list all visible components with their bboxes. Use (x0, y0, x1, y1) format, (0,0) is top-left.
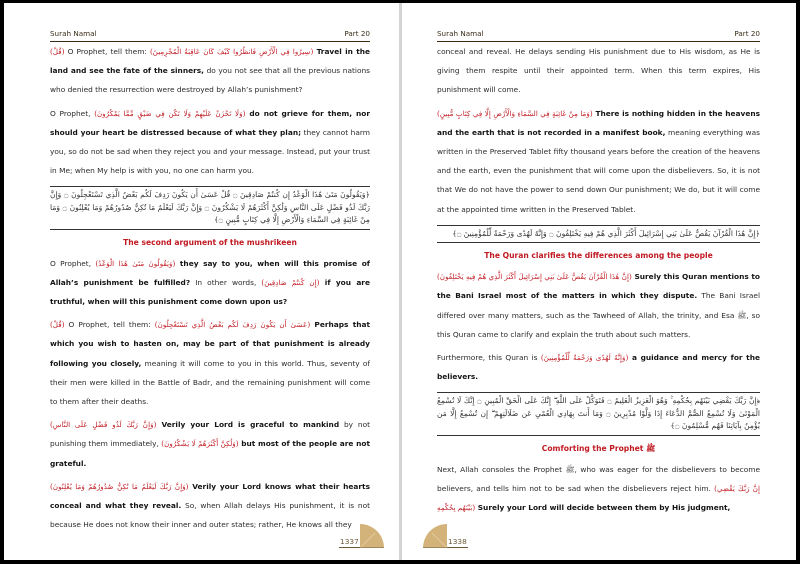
commentary-text: The Bani Israel differed over many matters, such as the Tawheed of Allah, the trinity, and Esa ﷺ, so this Quran came to clarify and explain the truth about such matters. (437, 291, 760, 339)
commentary-text: Next, Allah consoles the Prophet ﷺ, who was eager for the disbelievers to become believers, and tells him not to be sad when the disbelievers reject him. (437, 464, 760, 493)
part-label: Part 20 (734, 29, 760, 38)
arabic-quote: (وَلَا تَحْزَنْ عَلَيْهِمْ وَلَا تَكُن فِي ضَيْقٍ مِّمَّا يَمْكُرُونَ) (94, 108, 246, 118)
paragraph-group (437, 460, 760, 518)
body-paragraph (437, 42, 760, 100)
body-paragraph (437, 267, 760, 344)
quran-verse-box: ﴿إِنَّ هَٰذَا الْقُرْآنَ يَقُصُّ عَلَىٰ بَنِي إِسْرَائِيلَ أَكْثَرَ الَّذِي هُمْ فِيهِ يَخْتَلِفُونَ ۝ وَإِنَّهُ لَهُدًى وَرَحْمَةٌ لِّلْمُؤْمِنِينَ ۝﴾ (437, 225, 760, 243)
paragraph-group (50, 254, 370, 535)
arabic-quote: (وَإِنَّ رَبَّكَ لَيَعْلَمُ مَا تُكِنُّ صُدُورُهُمْ وَمَا يُعْلِنُونَ) (50, 481, 189, 491)
arabic-quote: (إِنَّ رَبَّكَ يَقْضِي بَيْنَهُم بِحُكْمِهِ) (437, 483, 761, 513)
translation-text: a guidance and mercy for the believers. (437, 353, 760, 382)
translation-text: Verily your Lord is graceful to mankind (156, 420, 340, 430)
section-heading: The second argument of the mushrikeen (123, 237, 297, 247)
commentary-text: meaning everything was written in the Preserved Tablet fifty thousand years before the creation of the heavens and the earth, even the punishment that will come upon the disbelievers. So, it is not that We do not have the power to send down Our punishment; We do, but it will come at the appointed time written in the Preserved Tablet. (437, 127, 760, 214)
arabic-quote: (وَيَقُولُونَ مَتَىٰ هَٰذَا الْوَعْدُ) (95, 258, 176, 268)
page-corner-ornament-icon (423, 524, 447, 548)
commentary-text: O Prophet, tell them: (64, 320, 155, 330)
body-paragraph (50, 42, 370, 100)
page-number-marker (423, 524, 468, 548)
commentary-text: conceal and reveal. He delays sending His punishment due to His wisdom, as He is giving them respite until their appointed term. When this term expires, His punishment will come. (437, 47, 760, 95)
surah-title: Surah Namal (437, 29, 484, 38)
surah-title: Surah Namal (50, 29, 97, 38)
arabic-quote: (وَإِنَّ رَبَّكَ لَذُو فَضْلٍ عَلَى النَّاسِ) (50, 420, 157, 430)
translation-text: Surely your Lord will decide between them by His judgment, (475, 503, 731, 513)
body-paragraph (50, 415, 370, 473)
left-page (4, 3, 400, 560)
commentary-text: they cannot harm you, so do not be sad when they reject you and your message. Instead, put your trust in Me; when My help is with you, no one can harm you. (50, 127, 370, 176)
page-number: 1337 (340, 537, 359, 546)
paragraph-group (437, 42, 760, 219)
translation-text: Perhaps that which you wish to hasten on, may be part of that punishment is already following you closely, (50, 320, 371, 368)
paragraph-group (50, 42, 370, 180)
page-number-marker (339, 524, 384, 548)
translation-text: Surely this Quran mentions to the Bani Israel most of the matters in which they dispute. (437, 272, 761, 301)
commentary-text: do you not see that all the previous nations who denied the resurrection were destroyed by Allah’s punishment? (50, 66, 370, 95)
arabic-quote: (قُلْ) (50, 47, 65, 56)
commentary-text: In other words, (190, 277, 262, 287)
quran-verse-box: ﴿إِنَّ رَبَّكَ يَقْضِي بَيْنَهُم بِحُكْمِهِ ۚ وَهُوَ الْعَزِيزُ الْعَلِيمُ ۝ فَتَوَكَّلْ عَلَى اللَّهِ ۖ إِنَّكَ عَلَى الْحَقِّ الْمُبِينِ ۝ إِنَّكَ لَا تُسْمِعُ الْمَوْتَىٰ وَلَا تُسْمِعُ الصُّمَّ الدُّعَاءَ إِذَا وَلَّوْا مُدْبِرِينَ ۝ وَمَا أَنتَ بِهَادِي الْعُمْيِ عَن ضَلَالَتِهِمْ ۖ إِن تُسْمِعُ إِلَّا مَن يُؤْمِنُ بِآيَاتِنَا فَهُم مُّسْلِمُونَ ۝﴾ (437, 392, 760, 435)
arabic-quote: (سِيرُوا فِي الْأَرْضِ فَانظُرُوا كَيْفَ كَانَ عَاقِبَةُ الْمُجْرِمِينَ) (149, 47, 314, 56)
commentary-text: O Prophet, (50, 108, 95, 118)
quran-verse-box: ﴿وَيَقُولُونَ مَتَىٰ هَٰذَا الْوَعْدُ إِن كُنتُمْ صَادِقِينَ ۝ قُلْ عَسَىٰ أَن يَكُونَ رَدِفَ لَكُم بَعْضُ الَّذِي تَسْتَعْجِلُونَ ۝ وَإِنَّ رَبَّكَ لَذُو فَضْلٍ عَلَى النَّاسِ وَلَٰكِنَّ أَكْثَرَهُمْ لَا يَشْكُرُونَ ۝ وَإِنَّ رَبَّكَ لَيَعْلَمُ مَا تُكِنُّ صُدُورُهُمْ وَمَا يُعْلِنُونَ ۝ وَمَا مِنْ غَائِبَةٍ فِي السَّمَاءِ وَالْأَرْضِ إِلَّا فِي كِتَابٍ مُّبِينٍ ۝﴾ (50, 186, 370, 229)
commentary-text: Furthermore, this Quran is (437, 353, 541, 363)
commentary-text: meaning it will come to you in this world. Thus, seventy of their men were killed in the Battle of Badr, and the remaining punishment will come to them after their deaths. (50, 358, 371, 407)
body-paragraph (50, 477, 370, 535)
commentary-text: by not punishing them immediately, (50, 420, 370, 449)
page-header (50, 29, 370, 42)
body-paragraph (437, 104, 760, 219)
translation-text: Travel in the land and see the fate of the sinners, (50, 47, 370, 76)
arabic-quote: (إِن كُنتُمْ صَادِقِينَ) (261, 277, 320, 287)
arabic-quote: (إِنَّ هَٰذَا الْقُرْآنَ يَقُصُّ عَلَىٰ بَنِي إِسْرَائِيلَ أَكْثَرَ الَّذِي هُمْ فِيهِ يَخْتَلِفُونَ) (437, 272, 632, 282)
arabic-quote: (عَسَىٰ أَن يَكُونَ رَدِفَ لَكُم بَعْضُ الَّذِي تَسْتَعْجِلُونَ) (154, 320, 311, 330)
arabic-quote: (وَمَا مِنْ غَائِبَةٍ فِي السَّمَاءِ وَالْأَرْضِ إِلَّا فِي كِتَابٍ مُّبِينٍ) (437, 108, 593, 118)
body-paragraph (437, 460, 760, 518)
translation-text: they say to you, when will this promise of Allah’s punishment be fulfilled? (50, 258, 370, 287)
body-paragraph (50, 254, 370, 312)
commentary-text: So, when Allah delays His punishment, it is not because He does not know their inner and outer states; rather, He knows all they (50, 501, 370, 530)
page-header (437, 29, 760, 42)
right-page (400, 3, 796, 560)
book-spread (4, 3, 796, 560)
page-number: 1338 (448, 537, 467, 546)
arabic-quote: (وَإِنَّهُ لَهُدًى وَرَحْمَةٌ لِّلْمُؤْمِنِينَ) (540, 353, 629, 363)
arabic-quote: (وَلَٰكِنَّ أَكْثَرَهُمْ لَا يَشْكُرُونَ) (161, 439, 239, 449)
commentary-text: O Prophet, (50, 258, 96, 268)
body-paragraph (50, 315, 370, 411)
translation-text: Verily your Lord knows what their hearts conceal and what they reveal. (50, 481, 370, 511)
body-paragraph (437, 348, 760, 386)
arabic-quote: (قُلْ) (50, 320, 65, 330)
part-label: Part 20 (344, 29, 370, 38)
commentary-text: O Prophet, tell them: (64, 47, 150, 56)
paragraph-group (437, 267, 760, 386)
section-heading: Comforting the Prophet ﷺ (541, 443, 656, 453)
body-paragraph (50, 104, 370, 181)
translation-text: if you are truthful, when will this punishment come down upon us? (50, 277, 370, 307)
section-heading: The Quran clarifies the differences among the people (484, 251, 713, 261)
translation-text: There is nothing hidden in the heavens and the earth that is not recorded in a manifest book, (437, 108, 761, 137)
translation-text: do not grieve for them, nor should your heart be distressed because of what they plan; (50, 108, 370, 137)
page-corner-ornament-icon (360, 524, 384, 548)
page-gutter-divider (399, 3, 402, 560)
translation-text: but most of the people are not grateful. (50, 439, 370, 468)
